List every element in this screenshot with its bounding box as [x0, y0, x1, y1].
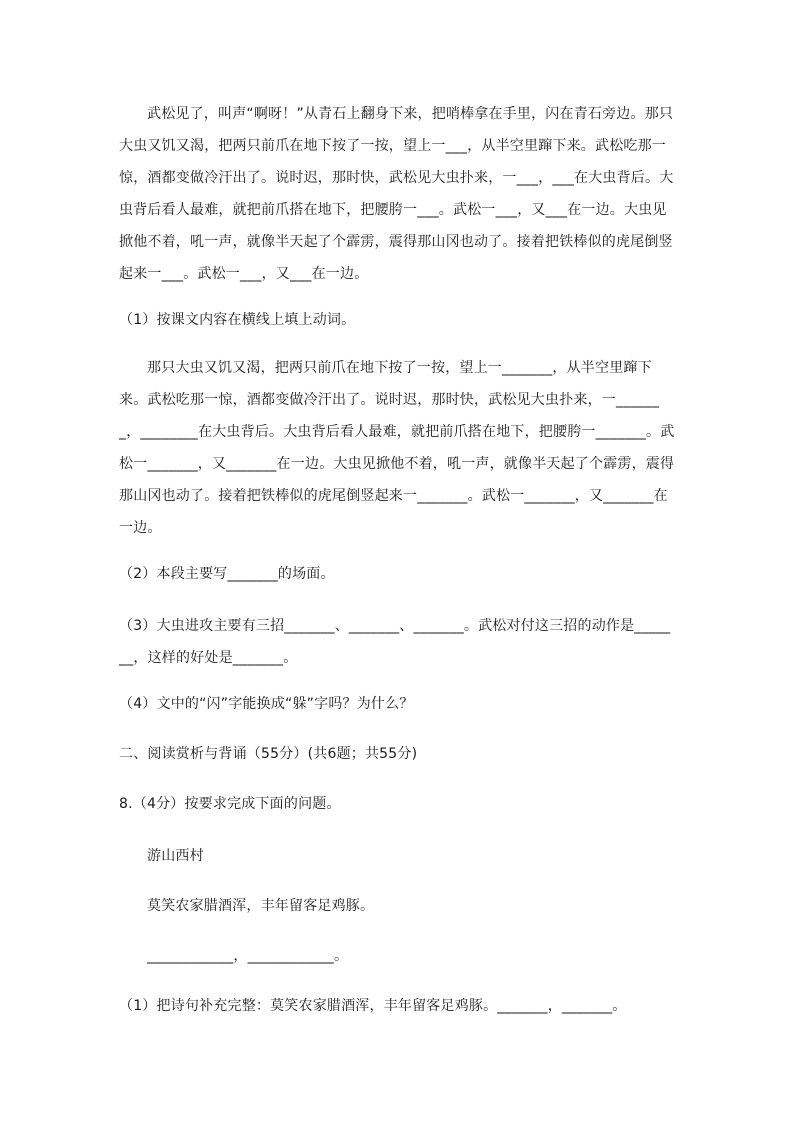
question-4: （4）文中的“闪”字能换成“躲”字吗？为什么？: [119, 696, 414, 712]
section-2-heading: 二、阅读赏析与背诵（55分）(共6题；共55分): [119, 746, 418, 762]
poem-blank-line: ____________，____________。: [147, 948, 349, 964]
question-1-fill-text: 那只大虫又饥又渴，把两只前爪在地下按了一按，望上一_______，从半空里蹿下来。武松吃那一惊，酒都变做冷汗出了。说时迟，那时快，武松见大虫扑来，一_______，________在大虫背后。大虫背后看人最难，就把前爪搭在地下，把腰胯一_______。武松一_______，又_______在一边。大虫见掀他不着，吼一声，就像半天起了个霹雳，震得那山冈也动了。接着把铁棒似的虎尾倒竖起来一_______。武松一_______，又_______在一边。: [119, 360, 675, 536]
poem-title: 游山西村: [147, 848, 204, 864]
question-8-sub-1: （1）把诗句补充完整：莫笑农家腊酒浑，丰年留客足鸡豚。_______，_______。: [119, 998, 627, 1014]
passage-paragraph: 武松见了，叫声“啊呀！”从青石上翻身下来，把哨棒拿在手里，闪在青石旁边。那只大虫又饥又渴，把两只前爪在地下按了一按，望上一___，从半空里蹿下来。武松吃那一惊，酒都变做冷汗出了。说时迟，那时快，武松见大虫扑来，一___，___在大虫背后。大虫背后看人最难，就把前爪搭在地下，把腰胯一___。武松一___，又___在一边。大虫见掀他不着，吼一声，就像半天起了个霹雳，震得那山冈也动了。接着把铁棒似的虎尾倒竖起来一___。武松一___，又___在一边。: [119, 106, 674, 282]
question-2: （2）本段主要写_______的场面。: [119, 566, 335, 582]
question-3: （3）大虫进攻主要有三招_______、_______、_______。武松对付这三招的动作是_______，这样的好处是_______。: [119, 618, 671, 666]
poem-line: 莫笑农家腊酒浑，丰年留客足鸡豚。: [147, 898, 375, 914]
question-8-heading: 8.（4分）按要求完成下面的问题。: [119, 796, 341, 812]
question-1-prompt: （1）按课文内容在横线上填上动词。: [119, 312, 356, 328]
